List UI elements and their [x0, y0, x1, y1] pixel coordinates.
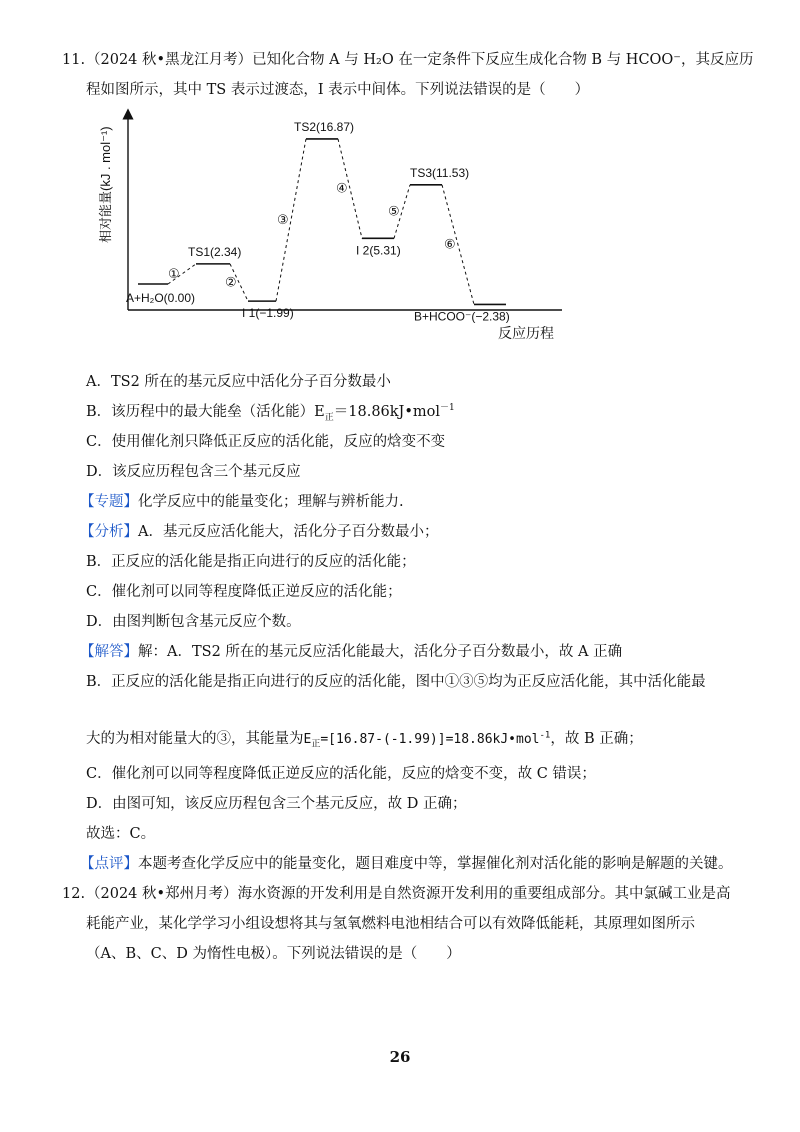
- energy-diagram: [96, 108, 566, 348]
- question-stem-line: （A、B、C、D 为惰性电极）。下列说法错误的是（ ）: [86, 946, 461, 962]
- answer-tag: 【解答】: [80, 644, 138, 660]
- answer-line: D．由图可知，该反应历程包含三个基元反应，故 D 正确；: [86, 796, 467, 812]
- answer-text: ，故 B 正确；: [550, 731, 643, 747]
- option-b-value: ＝18.86kJ•mol: [333, 404, 441, 420]
- answer-text: 大的为相对能量大的③，其能量为: [86, 731, 304, 747]
- formula-body: =[16.87-(-1.99)]=18.86kJ•mol: [320, 732, 540, 747]
- analysis-tag: 【分析】: [80, 524, 138, 540]
- energy-level-label: B+HCOO⁻(−2.38): [414, 309, 510, 324]
- analysis-item: B．正反应的活化能是指正向进行的反应的活化能；: [86, 554, 416, 570]
- analysis-item: D．由图判断包含基元反应个数。: [86, 614, 301, 630]
- question-stem-line: （2024 秋•郑州月考）海水资源的开发利用是自然资源开发利用的重要组成部分。其中氯碱工业是高: [86, 886, 731, 902]
- energy-level-label: TS3(11.53): [410, 165, 470, 180]
- answer-text: 解：A．TS2 所在的基元反应活化能最大，活化分子百分数最小，故 A 正确: [138, 644, 623, 660]
- analysis-item: A．基元反应活化能大，活化分子百分数最小；: [138, 524, 439, 540]
- formula-sup: -1: [539, 730, 551, 741]
- comment-text: 本题考查化学反应中的能量变化，题目难度中等，掌握催化剂对活化能的影响是解题的关键。: [138, 856, 733, 872]
- step-label: ②: [225, 274, 237, 290]
- option-c: C．使用催化剂只降低正反应的活化能，反应的焓变不变: [86, 434, 446, 450]
- answer-line: C．催化剂可以同等程度降低正逆反应的活化能，反应的焓变不变，故 C 错误；: [86, 766, 596, 782]
- energy-level-label: A+H₂O(0.00): [126, 291, 196, 305]
- question-stem-line: 程如图所示，其中 TS 表示过渡态，I 表示中间体。下列说法错误的是（ ）: [86, 82, 590, 98]
- option-b-prefix: B．该历程中的最大能垒（活化能）E: [86, 404, 325, 420]
- answer-line: B．正反应的活化能是指正向进行的反应的活化能，图中①③⑤均为正反应活化能，其中活化能最: [86, 674, 706, 690]
- question-stem-line: 耗能产业，某化学学习小组设想将其与氢氧燃料电池相结合可以有效降低能耗，其原理如图所示: [86, 916, 695, 932]
- topic-tag: 【专题】: [80, 494, 138, 510]
- analysis-line: [80, 522, 438, 542]
- topic-line: [80, 492, 404, 512]
- option-d: D．该反应历程包含三个基元反应: [86, 464, 301, 480]
- energy-level-label: TS1(2.34): [188, 244, 242, 259]
- formula-e: E: [303, 732, 312, 747]
- energy-level-label: I 1(−1.99): [242, 306, 294, 321]
- question-number: 11.: [62, 52, 86, 68]
- analysis-item: C．催化剂可以同等程度降低正逆反应的活化能；: [86, 584, 402, 600]
- y-axis-label: 相对能量(kJ . mol⁻¹): [98, 126, 113, 243]
- step-label: ①: [168, 265, 180, 281]
- answer-line: 故选：C。: [86, 826, 156, 842]
- step-label: ⑥: [444, 236, 456, 252]
- option-a: A．TS2 所在的基元反应中活化分子百分数最小: [86, 374, 391, 390]
- question-stem-line: （2024 秋•黑龙江月考）已知化合物 A 与 H₂O 在一定条件下反应生成化合物 B 与 HCOO⁻，其反应历: [86, 52, 754, 68]
- topic-text: 化学反应中的能量变化；理解与辨析能力.: [138, 494, 404, 510]
- comment-line: [80, 854, 733, 874]
- comment-tag: 【点评】: [80, 856, 138, 872]
- answer-line: [80, 642, 622, 662]
- answer-formula-line: [86, 729, 643, 750]
- formula-sub: 正: [311, 739, 321, 750]
- page-number: 26: [389, 1048, 411, 1066]
- option-b: [86, 402, 455, 422]
- energy-formula: [303, 730, 551, 750]
- energy-level-label: TS2(16.87): [294, 119, 355, 134]
- step-label: ④: [336, 180, 348, 196]
- step-label: ⑤: [388, 203, 400, 219]
- option-b-sup: －1: [440, 403, 455, 414]
- energy-level-label: I 2(5.31): [356, 243, 401, 258]
- x-axis-label: 反应历程: [498, 325, 554, 341]
- step-label: ③: [277, 212, 289, 228]
- question-number: 12.: [62, 886, 86, 902]
- option-b-sub: 正: [324, 412, 334, 423]
